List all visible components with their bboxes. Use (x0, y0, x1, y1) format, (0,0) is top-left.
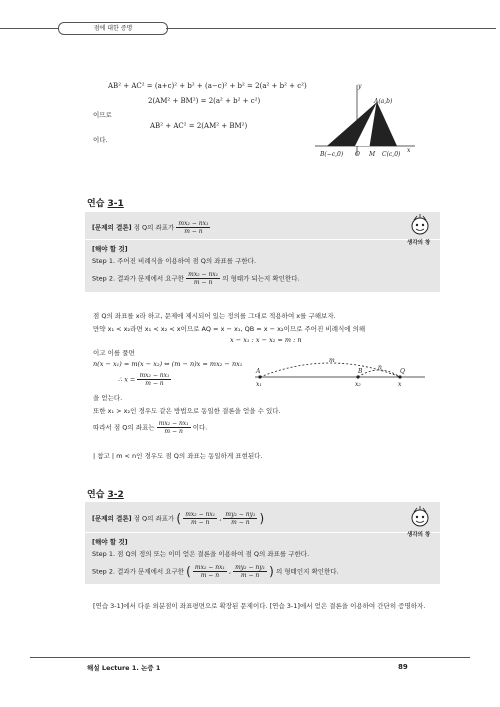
body-line-5: n(x − x₁) = m(x − x₂) ⇔ (m − n)x = mx₂ − nx₁ (93, 360, 243, 368)
footer-rule (30, 657, 470, 658)
coord-y-fraction: $\frac{\text{my₂ − ny₁}}{m - n}$ (225, 511, 256, 526)
fig2-x-label: x (398, 381, 402, 388)
fig2-b-label: B (358, 368, 363, 375)
exercise-3-2-title (87, 487, 124, 500)
y-axis-label: y (358, 83, 362, 90)
note-line: | 참고 | m < n인 경우도 점 Q의 좌표는 동일하게 표현된다. (93, 452, 263, 460)
step-2-2: Step 2. 결과가 문제에서 요구한 ( $\frac{\text{mx₂ − nx₁}}{m - n}$ , $\frac{\text{my₂ − ny₁}}{m - n}$ ) 의 형태인지 확인한다. (92, 564, 339, 579)
body-line-9: 따라서 점 Q의 좌표는 $\frac{\text{mx₂ − nx₁}}{m - n}$ 이다. (93, 420, 208, 435)
page-number: 89 (398, 663, 408, 671)
body-line-6: ∴ x = $\frac{\text{mx₂ − nx₁}}{m - n}$ (118, 372, 170, 387)
mascot-icon (409, 506, 431, 528)
fig2-a-label: A (256, 368, 261, 375)
proof-line-4: AB² + AC² = 2(AM² + BM²) (150, 122, 248, 130)
body-line-4: 이고 이를 풀면 (93, 349, 135, 357)
exercise-prefix: 연습 (87, 490, 105, 500)
point-c-label: C(c,0) (382, 151, 401, 158)
body-line-1: 점 Q의 좌표를 x라 하고, 문제에 제시되어 있는 정의를 그대로 적용하여 x를 구해보자. (93, 312, 336, 320)
proof-line-2: 2(AM² + BM²) = 2(a² + b² + c²) (148, 97, 261, 105)
conclusion-row-1 (92, 220, 210, 235)
x-axis-label: x (407, 147, 411, 154)
body-line-7: 을 얻는다. (93, 394, 123, 402)
exercise-3-2-body: [연습 3-1]에서 다룬 외분점이 좌표평면으로 확장된 문제이다. [연습 3-1]에서 얻은 결론을 이용하여 간단히 증명하자. (93, 602, 426, 610)
point-m-label: M (369, 151, 376, 158)
mascot-icon (409, 214, 431, 236)
fig2-m-label: m (329, 357, 335, 364)
point-b-label: B(−c,0) (320, 151, 344, 158)
header-rule-left (0, 28, 58, 29)
step-1: Step 1. 주어진 비례식을 이용하여 점 Q의 좌표를 구한다. (92, 257, 257, 265)
conclusion-fraction: $\frac{\text{mx₂ − nx₁}}{m - n}$ (178, 220, 209, 235)
page-header-title: 점에 대한 증명 (58, 22, 168, 35)
conclusion-text: 점 Q의 좌표가 (133, 223, 175, 232)
header-rule-right (166, 28, 496, 29)
proof-line-3: 이므로 (93, 111, 112, 119)
conclusion-row-2: [문제의 결론] 점 Q의 좌표가 ( $\frac{\text{mx₂ − nx₁}}{m - n}$ , $\frac{\text{my₂ − ny₁}}{m - n}$ ) (92, 511, 265, 526)
external-division-figure (250, 355, 430, 395)
exercise-number: 3-1 (107, 199, 124, 209)
todo-label: [해야 할 것] (92, 245, 128, 253)
body-line-3: x − x₁ : x − x₂ = m : n (230, 336, 302, 344)
coord-x-fraction: $\frac{\text{mx₂ − nx₁}}{m - n}$ (185, 511, 216, 526)
origin-label: O (355, 151, 360, 158)
exercise-3-1-title (87, 196, 124, 209)
fig2-x2-label: x₂ (355, 381, 361, 388)
step2-fraction: $\frac{\text{mx₂ − nx₁}}{m - n}$ (188, 271, 219, 286)
step-2: Step 2. 결과가 문제에서 요구한 $\frac{\text{mx₂ − nx₁}}{m - n}$ 의 형태가 되는지 확인한다. (92, 271, 300, 286)
mascot-label: 생각의 창 (407, 240, 431, 246)
body-line-2: 만약 x₁ < x₂라면 x₁ < x₂ < x이므로 AQ = x − x₁, QB = x − x₂이므로 주어진 비례식에 의해 (93, 325, 366, 333)
result-fraction: $\frac{\text{mx₂ − nx₁}}{m - n}$ (158, 420, 189, 435)
footer-section: 해설 Lecture 1. 논증 1 (87, 664, 161, 672)
proof-line-5: 이다. (93, 136, 108, 144)
conclusion-label: [문제의 결론] (92, 223, 132, 232)
solution-fraction: $\frac{\text{mx₂ − nx₁}}{m - n}$ (139, 372, 170, 387)
exercise-number: 3-2 (107, 490, 124, 500)
fig2-n-label: n (378, 364, 382, 371)
todo-label-2: [해야 할 것] (92, 538, 128, 546)
point-a-label: A(a,b) (374, 98, 393, 105)
step-1-2: Step 1. 점 Q의 정의 또는 이미 얻은 결론을 이용하여 점 Q의 좌표를 구한다. (92, 550, 310, 558)
fig2-q-label: Q (400, 368, 405, 375)
mascot-label: 생각의 창 (407, 532, 431, 538)
fig2-x1-label: x₁ (256, 381, 262, 388)
proof-line-1: AB² + AC² = (a+c)² + b² + (a−c)² + b² = 2(a² + b² + c²) (108, 82, 307, 90)
exercise-prefix: 연습 (87, 199, 105, 209)
body-line-8: 또한 x₁ > x₂인 경우도 같은 방법으로 동일한 결론을 얻을 수 있다. (93, 407, 281, 415)
